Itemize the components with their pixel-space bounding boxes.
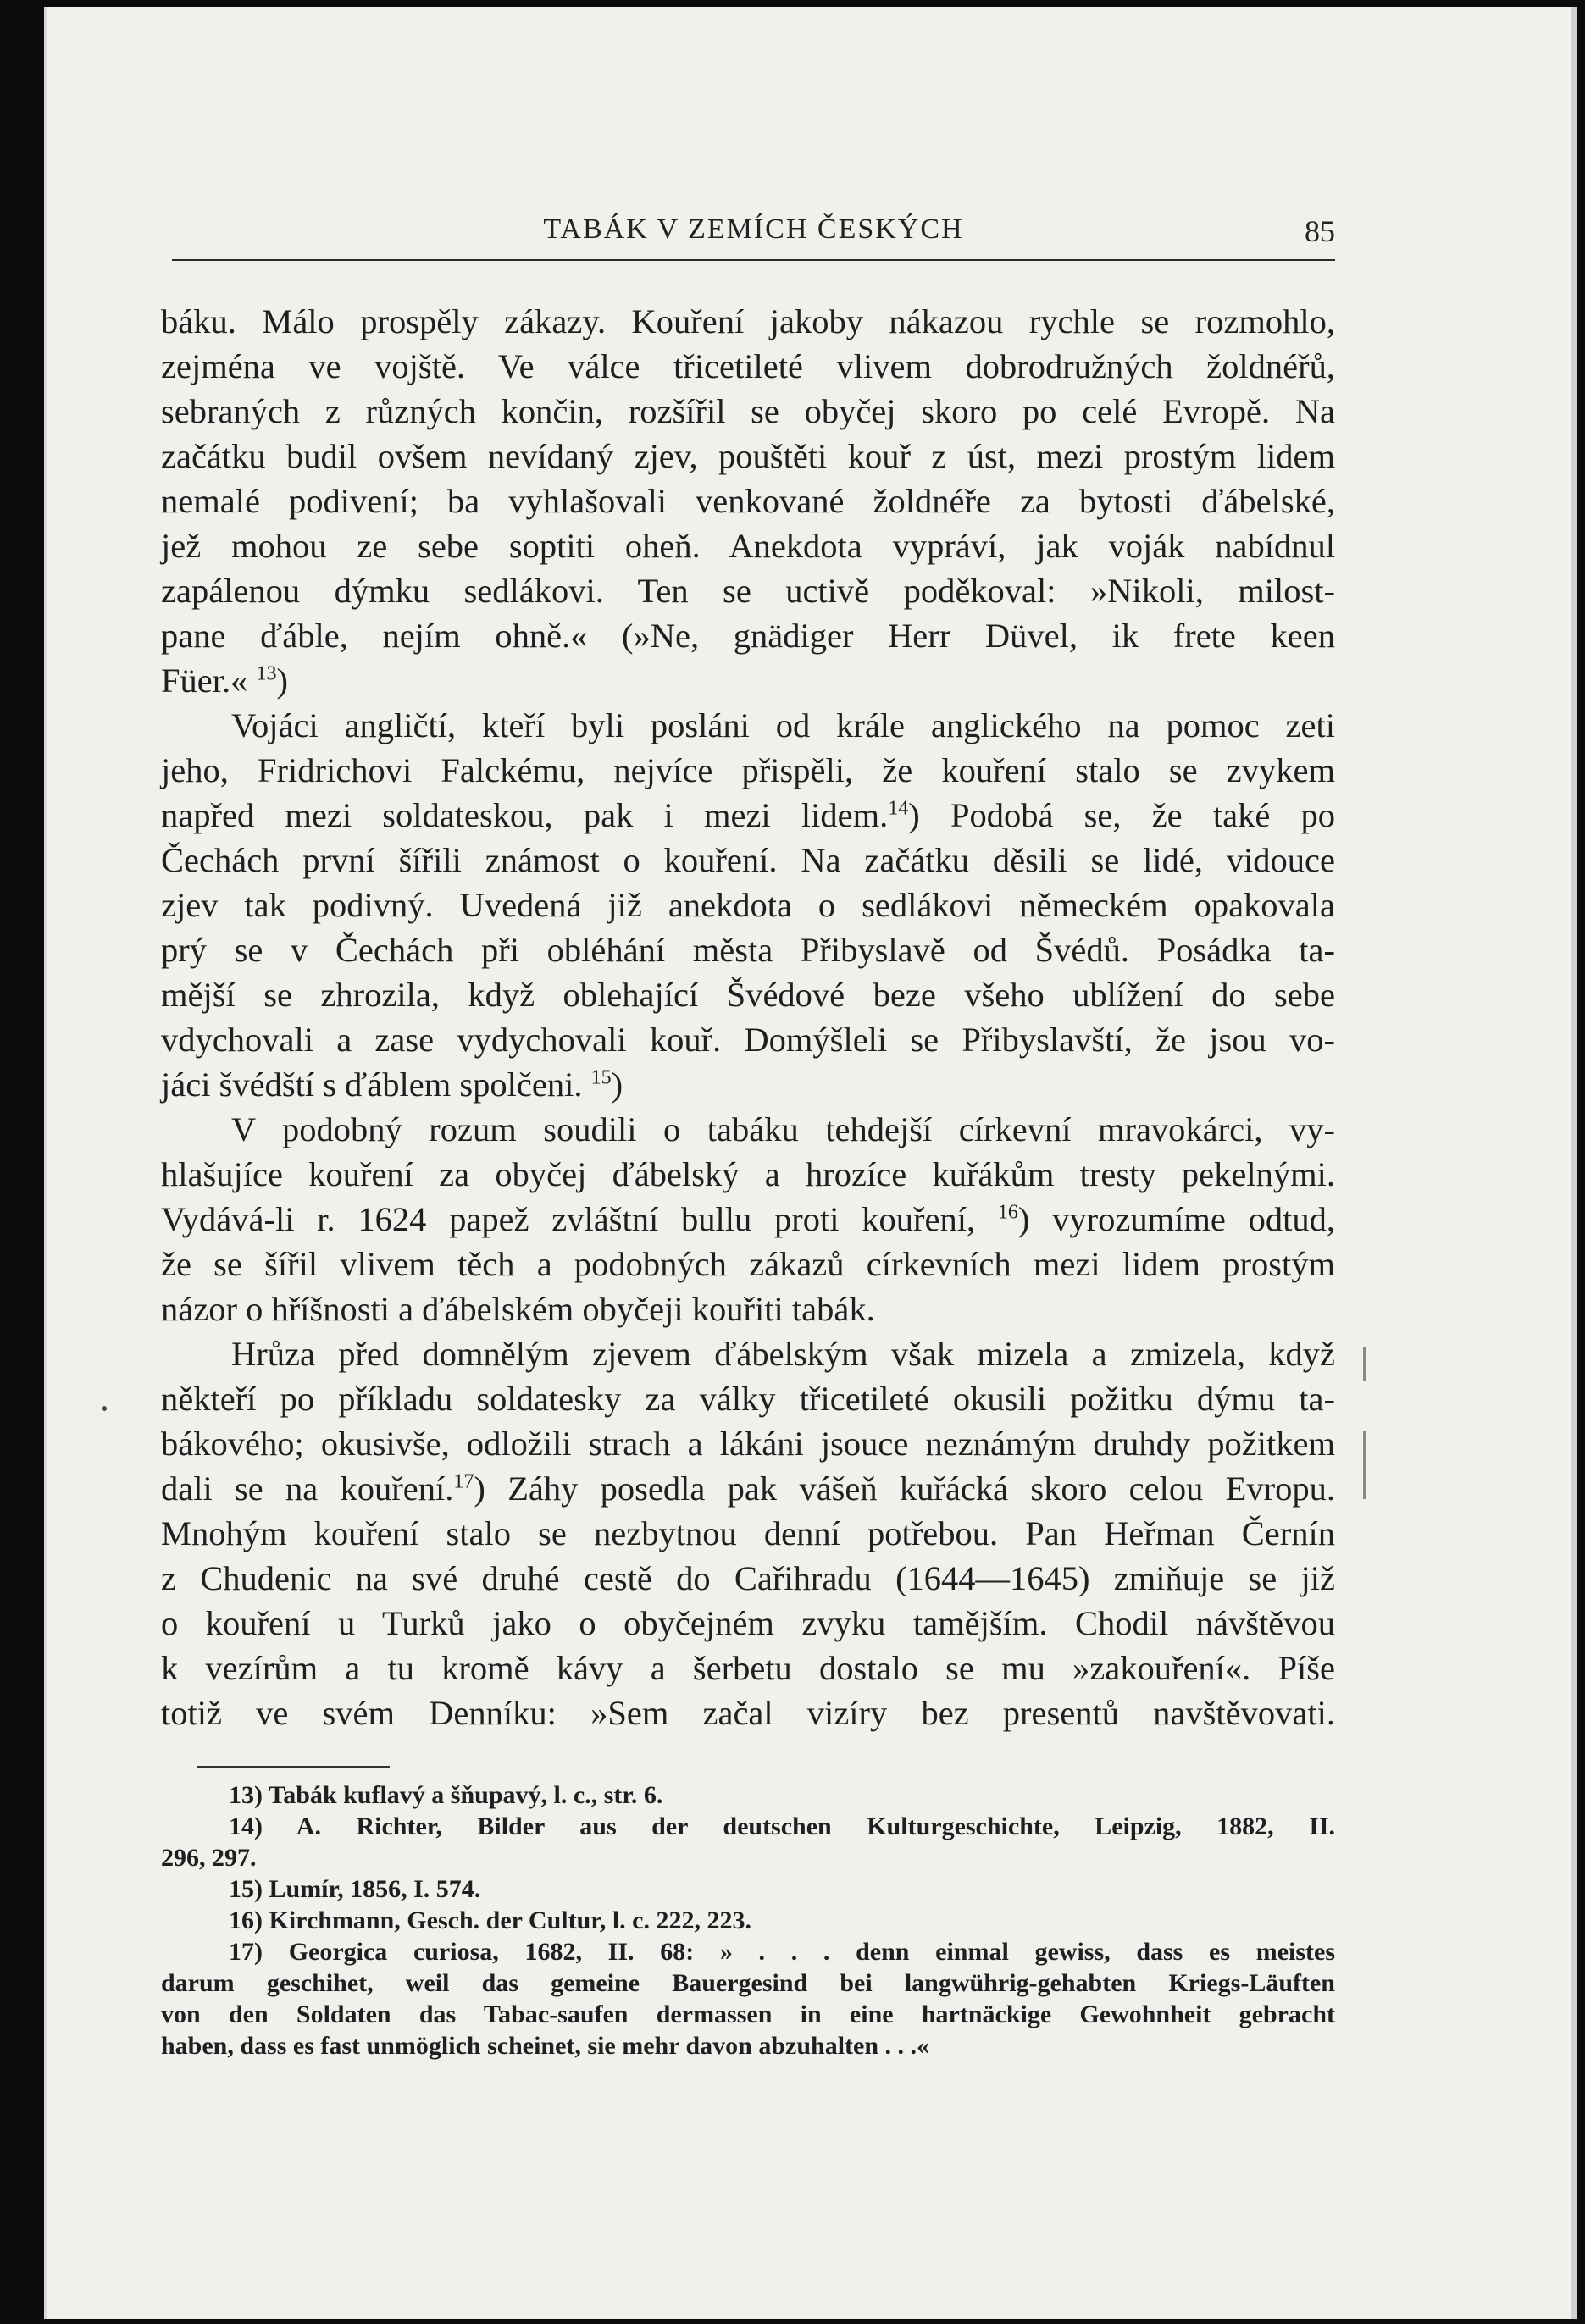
footnote-continuation: haben, dass es fast unmöglich scheinet, sie mehr davon abzuhalten . . .«	[161, 2032, 930, 2060]
footnote	[161, 1905, 1335, 1936]
text-line: nemalé podivení; ba vyhlašovali venkované žoldnéře za bytosti ďábelské,	[161, 482, 1335, 520]
main-text	[161, 299, 1335, 1735]
footnote-text: Lumír, 1856, I. 574.	[269, 1875, 481, 1903]
text-line: zapálenou dýmku sedlákovi. Ten se uctivě poděkoval: »Nikoli, milost-	[161, 572, 1335, 610]
scan-mark	[1363, 1431, 1366, 1499]
footnote-marker: 17)	[229, 1938, 263, 1966]
text-line: báku. Málo prospěly zákazy. Kouření jakoby nákazou rychle se rozmohlo,	[161, 302, 1335, 340]
footnote-ref: 17	[453, 1470, 474, 1493]
closing-paren: )	[908, 796, 920, 834]
footnote-marker: 13)	[229, 1781, 263, 1809]
footnote-ref: 14	[888, 797, 909, 820]
footnote	[161, 1873, 1335, 1905]
footnote-text: Georgica curiosa, 1682, II. 68: » . . . denn einmal gewiss, dass es meistes	[288, 1938, 1336, 1966]
text-line: o kouření u Turků jako o obyčejném zvyku tamějším. Chodil návštěvou	[161, 1604, 1335, 1642]
text-line: hlašujíce kouření za obyčej ďábelský a hrozíce kuřákům tresty pekelnými.	[161, 1155, 1335, 1193]
closing-paren: )	[1017, 1200, 1030, 1238]
text-fragment: napřed mezi soldateskou, pak i mezi lidem.	[161, 796, 889, 834]
text-line: někteří po příkladu soldatesky za války třicetileté okusili požitku dýmu ta-	[161, 1380, 1335, 1418]
footnote-ref: 16	[997, 1201, 1018, 1224]
text-fragment: vyrozumíme odtud,	[1052, 1200, 1336, 1238]
text-line: Hrůza před domnělým zjevem ďábelským však mizela a zmizela, když	[231, 1335, 1335, 1373]
text-fragment: dali se na kouření.	[161, 1469, 454, 1508]
text-line: totiž ve svém Denníku: »Sem začal vizíry bez presentů navštěvovati.	[161, 1694, 1335, 1732]
text-line	[161, 1062, 1335, 1107]
text-line	[161, 1466, 1335, 1511]
text-fragment: jáci švédští s ďáblem spolčeni.	[161, 1065, 583, 1104]
text-line: pane ďáble, nejím ohně.« (»Ne, gnädiger Herr Düvel, ik frete keen	[161, 617, 1335, 655]
text-line: zjev tak podivný. Uvedená již anekdota o sedlákovi německém opakovala	[161, 886, 1335, 924]
text-fragment: Vydává-li r. 1624 papež zvláštní bullu proti kouření,	[161, 1200, 976, 1238]
text-line: že se šířil vlivem těch a podobných zákazů církevních mezi lidem prostým	[161, 1245, 1335, 1283]
text-line	[161, 658, 1335, 703]
closing-paren: )	[611, 1065, 623, 1104]
text-line: jež mohou ze sebe soptiti oheň. Anekdota vypráví, jak voják nabídnul	[161, 527, 1335, 565]
footnote-ref: 15	[590, 1066, 612, 1089]
text-line: Čechách první šířili známost o kouření. Na začátku děsili se lidé, vidouce	[161, 841, 1335, 879]
page-number: 85	[1305, 214, 1335, 248]
footnote-marker: 15)	[229, 1875, 263, 1903]
text-line: mější se zhrozila, když oblehající Švédové beze všeho ublížení do sebe	[161, 976, 1335, 1014]
footnote-ref: 13	[256, 662, 277, 685]
text-line	[161, 793, 1335, 838]
running-title: TABÁK V ZEMÍCH ČESKÝCH	[543, 213, 964, 245]
scan-speck	[102, 1406, 107, 1411]
footnote-continuation: darum geschihet, weil das gemeine Bauergesind bei langwührig-gehabten Kriegs-Läuften	[161, 1969, 1335, 1997]
text-line: vdychovali a zase vydychovali kouř. Domýšleli se Přibyslavští, že jsou vo-	[161, 1021, 1335, 1059]
footnote-continuation: 296, 297.	[161, 1844, 257, 1872]
scan-mark	[1363, 1347, 1366, 1381]
text-line: k vezírům a tu kromě kávy a šerbetu dostalo se mu »zakouření«. Píše	[161, 1649, 1335, 1687]
footnote-marker: 16)	[229, 1906, 263, 1934]
footnotes	[161, 1779, 1335, 2061]
text-fragment: Podobá se, že také po	[950, 796, 1335, 834]
footnote-divider	[197, 1766, 390, 1768]
footnote-continuation: von den Soldaten das Tabac-saufen dermassen in eine hartnäckige Gewohnheit gebracht	[161, 2000, 1335, 2028]
footnote-text: Kirchmann, Gesch. der Cultur, l. c. 222, 223.	[269, 1906, 751, 1934]
text-line: V podobný rozum soudili o tabáku tehdejší církevní mravokárci, vy-	[231, 1110, 1335, 1148]
footnote	[161, 1811, 1335, 1842]
text-line: Vojáci angličtí, kteří byli posláni od krále anglického na pomoc zeti	[231, 706, 1335, 744]
page-header	[172, 203, 1335, 261]
text-line: začátku budil ovšem nevídaný zjev, pouštěti kouř z úst, mezi prostým lidem	[161, 437, 1335, 475]
text-line: sebraných z různých končin, rozšířil se obyčej skoro po celé Evropě. Na	[161, 392, 1335, 430]
closing-paren: )	[474, 1469, 485, 1508]
text-line	[161, 1197, 1335, 1242]
text-line: z Chudenic na své druhé cestě do Cařihradu (1644—1645) zmiňuje se již	[161, 1559, 1335, 1597]
text-fragment: Záhy posedla pak vášeň kuřácká skoro celou Evropu.	[507, 1469, 1336, 1508]
page-edge	[1571, 7, 1577, 2319]
text-line: Mnohým kouření stalo se nezbytnou denní potřebou. Pan Heřman Černín	[161, 1514, 1335, 1552]
text-line: jeho, Fridrichovi Falckému, nejvíce přispěli, že kouření stalo se zvykem	[161, 751, 1335, 789]
text-line: bákového; okusivše, odložili strach a lákáni jsouce neznámým druhdy požitkem	[161, 1425, 1335, 1463]
footnote	[161, 1936, 1335, 1967]
footnote	[161, 1779, 1335, 1811]
footnote-text: Tabák kuflavý a šňupavý, l. c., str. 6.	[268, 1781, 663, 1809]
text-line: zejména ve vojště. Ve válce třicetileté vlivem dobrodružných žoldnéřů,	[161, 347, 1335, 385]
text-line: prý se v Čechách při obléhání města Přibyslavě od Švédů. Posádka ta-	[161, 931, 1335, 969]
closing-paren: )	[276, 661, 289, 700]
footnote-marker: 14)	[229, 1812, 263, 1840]
text-fragment: Füer.«	[161, 661, 248, 700]
footnote-text: A. Richter, Bilder aus der deutschen Kulturgeschichte, Leipzig, 1882, II.	[296, 1812, 1335, 1840]
text-line: názor o hříšnosti a ďábelském obyčeji kouřiti tabák.	[161, 1290, 875, 1328]
